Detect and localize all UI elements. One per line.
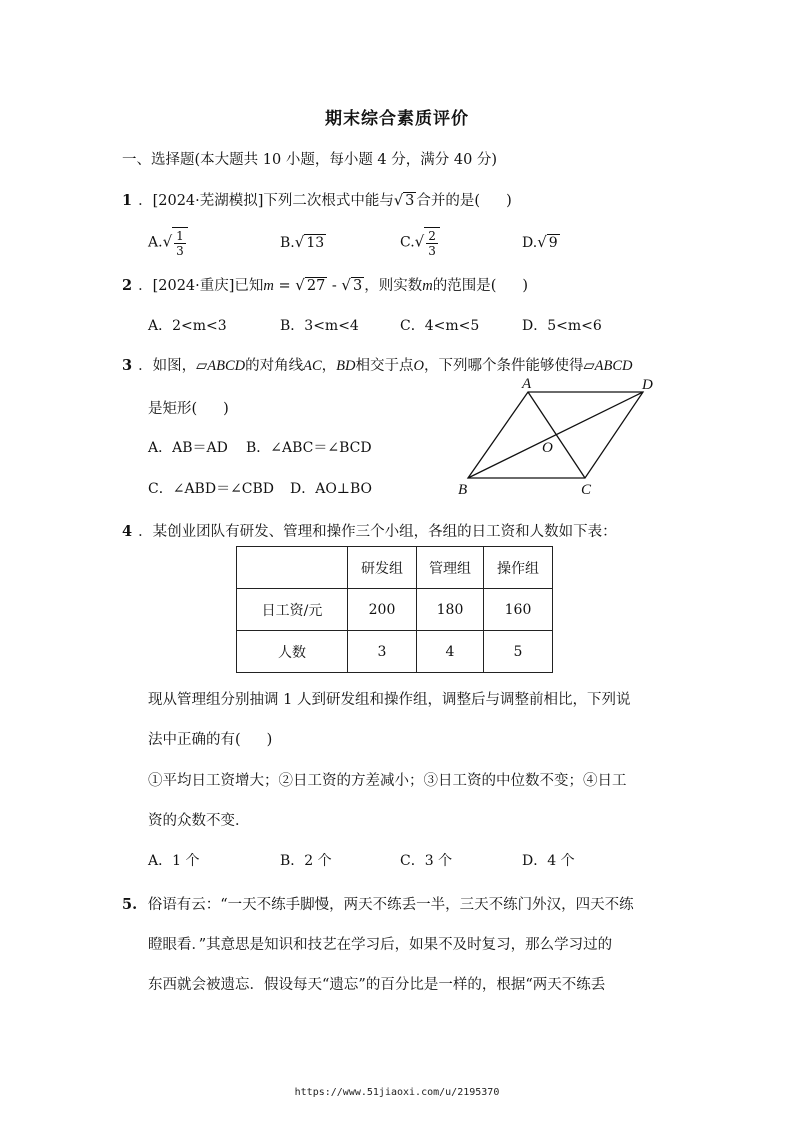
question-4-para3: ①平均日工资增大；②日工资的方差减小；③日工资的中位数不变；④日工: [148, 773, 627, 789]
option-b: B．2 个: [280, 853, 332, 869]
question-4-para4: 资的众数不变．: [148, 813, 250, 829]
wage-table: [236, 546, 553, 673]
label-d: D: [642, 377, 653, 393]
label-b: B: [458, 482, 468, 498]
label-o: O: [542, 440, 553, 456]
question-5-line2: 瞪眼看．”其意思是知识和技艺在学习后，如果不及时复习，那么学习过的: [148, 937, 613, 953]
question-4: 4 ．某创业团队有研发、管理和操作三个小组，各组的日工资和人数如下表：: [122, 523, 617, 540]
option-d: D．5<m<6: [522, 318, 602, 334]
label-a: A: [522, 376, 532, 392]
option-c: C.√ $\frac{2}{3}$: [400, 227, 440, 258]
option-c: C．3 个: [400, 853, 453, 869]
table-header-row: 研发组 管理组 操作组: [237, 547, 553, 589]
option-d: D．4 个: [522, 853, 575, 869]
question-4-para1: 现从管理组分别抽调 1 人到研发组和操作组，调整后与调整前相比，下列说: [148, 692, 631, 708]
page-title: 期末综合素质评价: [325, 109, 469, 129]
option-d: D．AO⊥BO: [290, 481, 373, 497]
label-c: C: [581, 482, 592, 498]
table-row: 人数 3 4 5: [237, 631, 553, 673]
option-a: A．AB＝AD: [148, 440, 228, 456]
question-5: 5. 俗语有云：“一天不练手脚慢，两天不练丢一半，三天不练门外汉，四天不练: [122, 896, 634, 913]
option-a: A．2<m<3: [148, 318, 227, 334]
question-3-line2: 是矩形( ): [148, 401, 229, 417]
question-4-para2: 法中正确的有( ): [148, 732, 273, 748]
footer-url: https://www.51jiaoxi.com/u/2195370: [294, 1087, 500, 1098]
option-c: C．4<m<5: [400, 318, 480, 334]
diagonal-bd: [468, 392, 643, 478]
option-b: B.√ 13: [280, 233, 325, 251]
question-number: 1: [122, 192, 133, 209]
question-source: [2024·芜湖模拟]: [152, 193, 264, 209]
option-c: C．∠ABD＝∠CBD: [148, 481, 275, 497]
table-row: 日工资/元 200 180 160: [237, 589, 553, 631]
option-a: A．1 个: [148, 853, 200, 869]
option-b: B．3<m<4: [280, 318, 359, 334]
question-2: 2 ．[2024·重庆]已知m = √ 27 - √ 3 ，则实数m的范围是( ): [122, 276, 529, 294]
option-b: B．∠ABC＝∠BCD: [246, 440, 372, 456]
section-heading: 一、选择题(本大题共 10 小题，每小题 4 分，满分 40 分): [122, 152, 498, 168]
option-a: A.√ $\frac{1}{3}$: [148, 227, 188, 258]
question-3: 3 ．如图，▱ABCD的对角线AC，BD相交于点O，下列哪个条件能够使得▱ABCD: [122, 357, 633, 374]
sqrt-symbol: √ 3: [393, 193, 415, 209]
option-d: D.√ 9: [522, 233, 558, 251]
question-5-line3: 东西就会被遗忘．假设每天“遗忘”的百分比是一样的，根据“两天不练丢: [148, 977, 606, 993]
parallelogram-figure: [450, 372, 665, 498]
question-1: 1 ．[2024·芜湖模拟]下列二次根式中能与√ 3 合并的是( ): [122, 192, 512, 209]
